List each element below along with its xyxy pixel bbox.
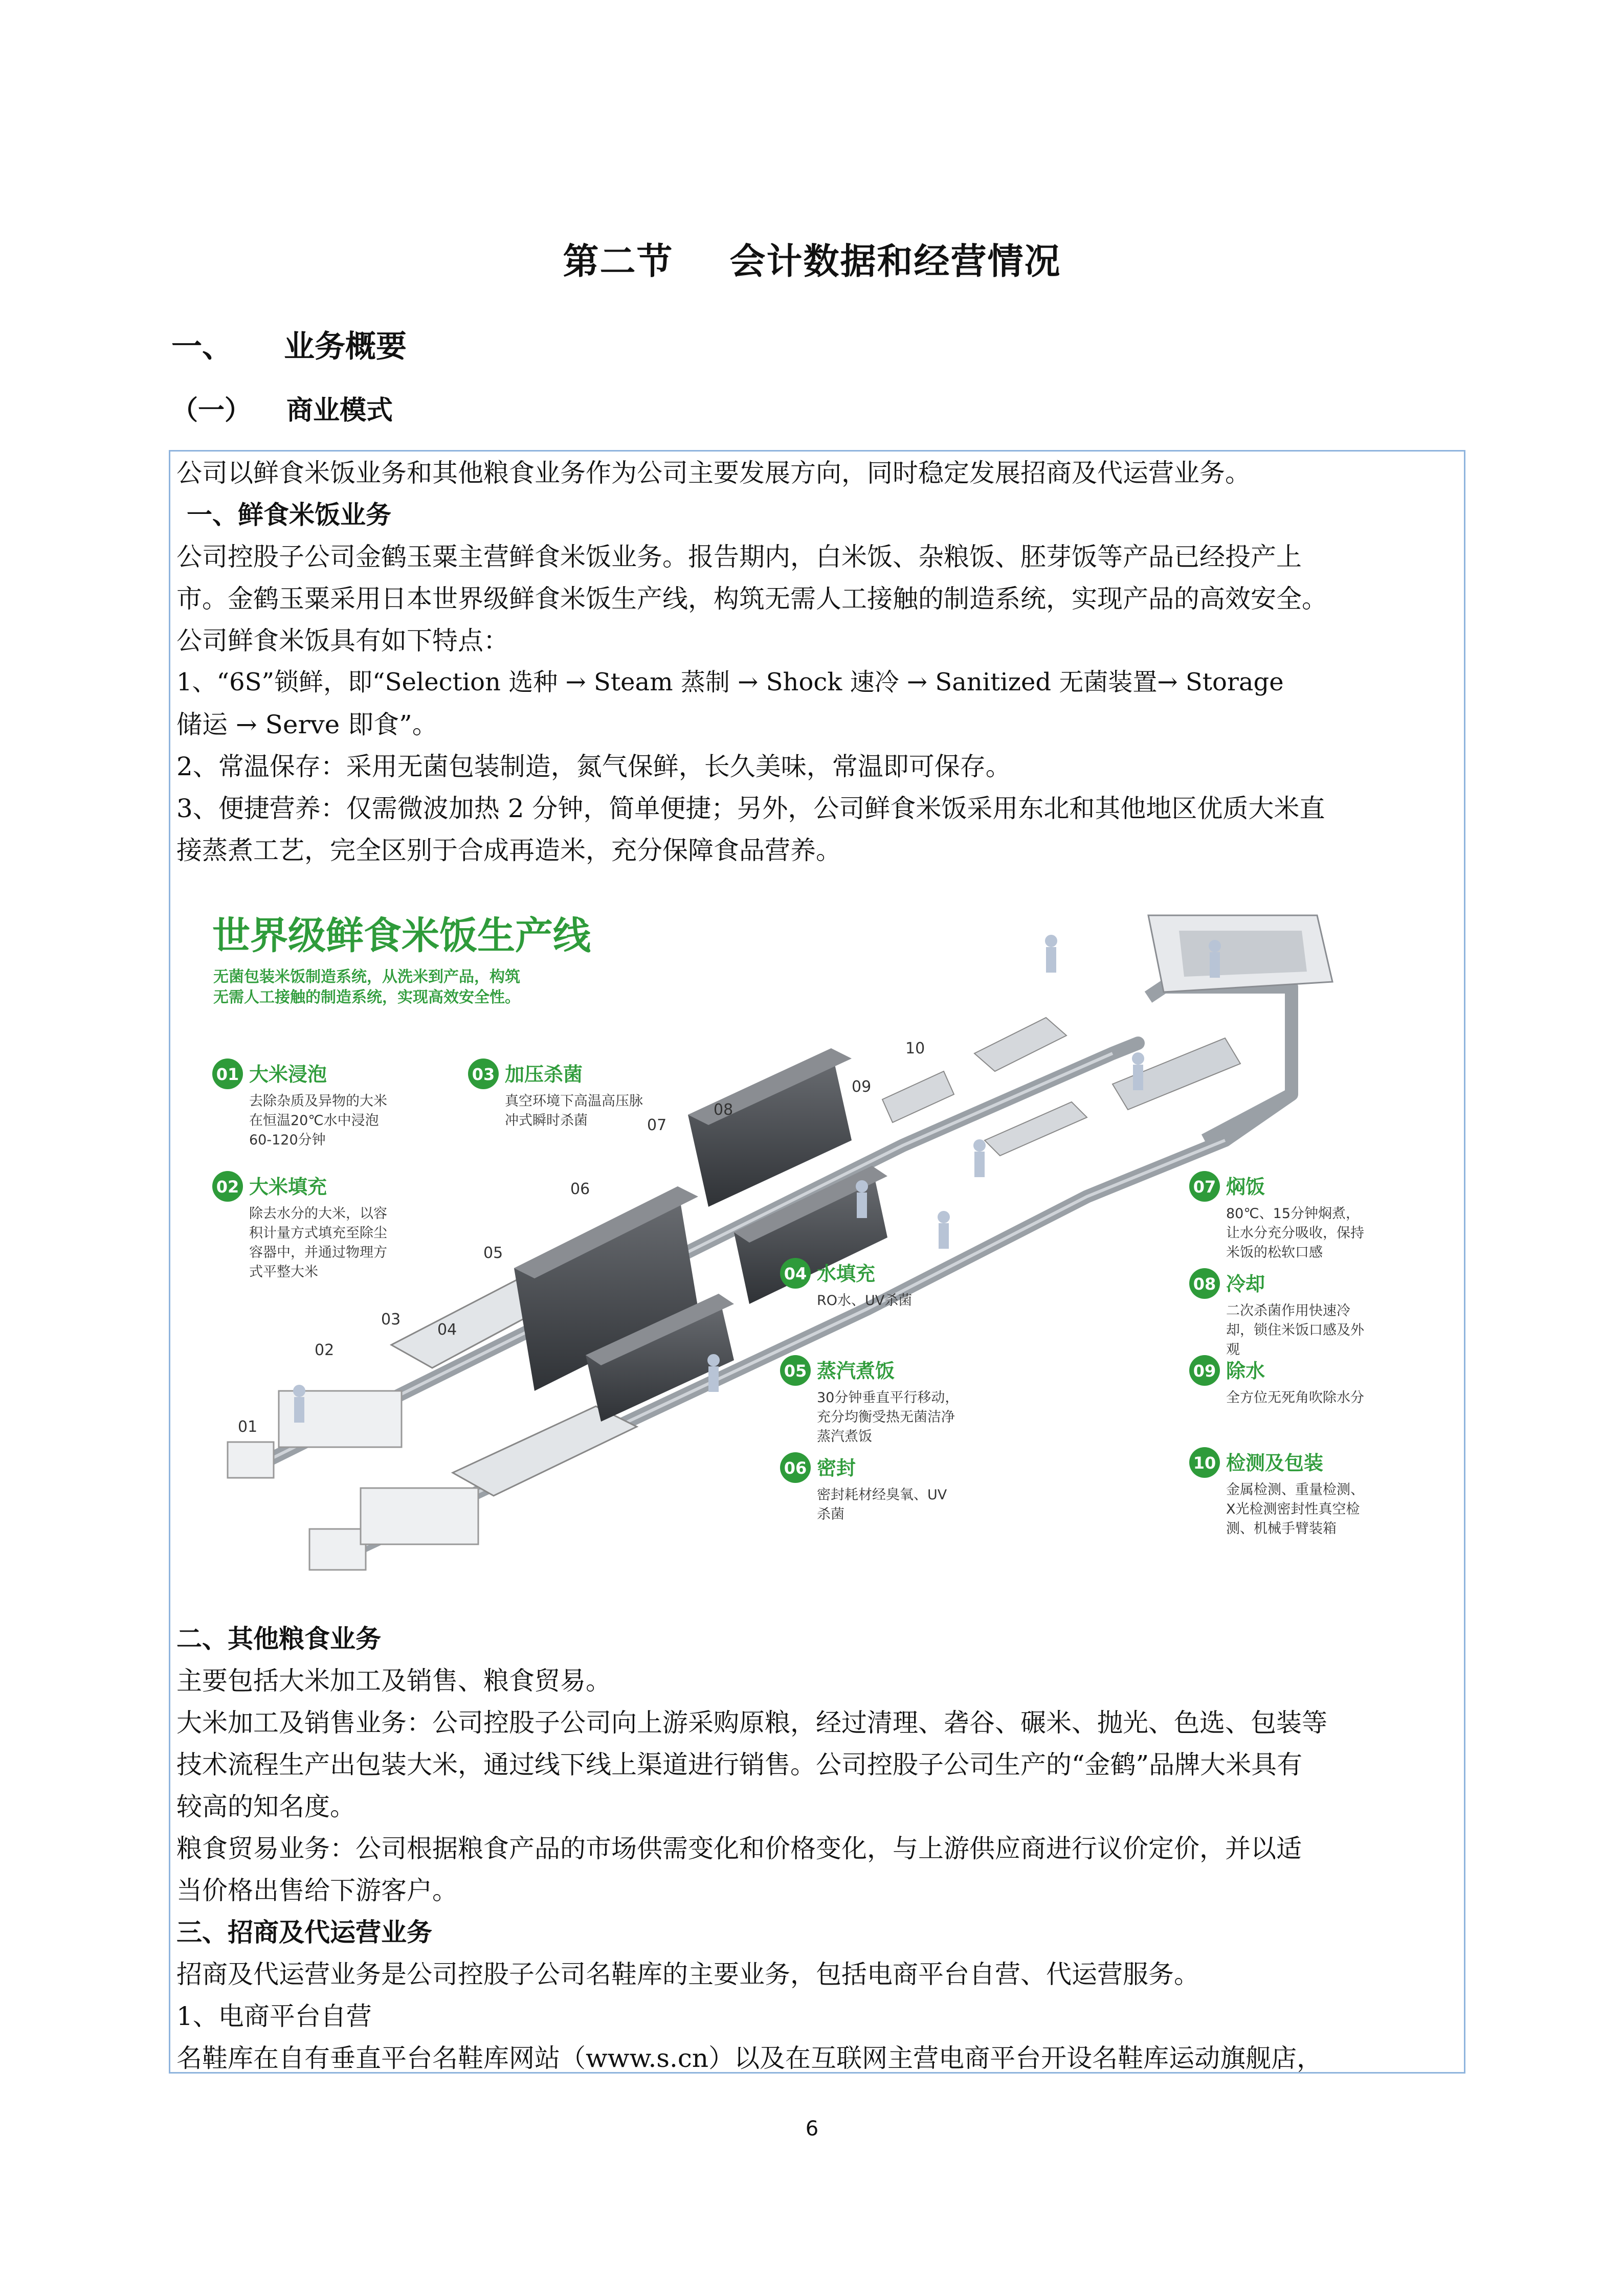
figure-subtitle: 无需人工接触的制造系统，实现高效安全性。 xyxy=(213,988,520,1006)
step-title: 冷却 xyxy=(1226,1273,1265,1295)
process-step xyxy=(780,1452,947,1522)
figure-subtitle: 无菌包装米饭制造系统，从洗米到产品，构筑 xyxy=(213,968,520,986)
step-title: 加压杀菌 xyxy=(505,1063,583,1086)
figure-title: 世界级鲜食米饭生产线 xyxy=(212,914,591,958)
machine-label: 06 xyxy=(570,1180,590,1198)
step-description: 容器中，并通过物理方 xyxy=(249,1245,387,1260)
machine-label: 09 xyxy=(852,1078,872,1096)
step-number: 06 xyxy=(784,1458,807,1478)
heading-level-2-text: 商业模式 xyxy=(286,395,393,426)
process-step xyxy=(212,1059,387,1148)
step-description: RO水、UV杀菌 xyxy=(817,1293,913,1309)
step-title: 水填充 xyxy=(817,1263,876,1285)
step-description: 充分均衡受热无菌洁净 xyxy=(817,1409,955,1425)
step-number: 09 xyxy=(1193,1361,1216,1381)
process-step xyxy=(212,1171,387,1280)
merchant-ops-paragraph-line: 招商及代运营业务是公司控股子公司名鞋库的主要业务，包括电商平台自营、代运营服务。 xyxy=(176,1960,1199,1989)
production-line-illustration xyxy=(176,900,1440,1606)
section-other-grain-title: 二、其他粮食业务 xyxy=(176,1624,381,1654)
feature-nutrition-line: 3、便捷营养：仅需微波加热 2 分钟，简单便捷；另外，公司鲜食米饭采用东北和其他地区优质大米直 xyxy=(176,794,1325,823)
machine-label: 04 xyxy=(437,1321,457,1339)
step-title: 大米浸泡 xyxy=(249,1063,327,1086)
process-step xyxy=(1189,1171,1364,1260)
machine-label: 08 xyxy=(714,1101,733,1119)
production-line-figure xyxy=(176,900,1440,1606)
step-description: 60-120分钟 xyxy=(249,1132,326,1148)
fresh-rice-paragraph-line: 公司鲜食米饭具有如下特点： xyxy=(176,626,509,656)
step-description: 去除杂质及异物的大米 xyxy=(249,1093,387,1109)
step-title: 检测及包装 xyxy=(1226,1452,1324,1474)
machine-label: 05 xyxy=(483,1244,503,1262)
step-description: 30分钟垂直平行移动， xyxy=(817,1390,959,1406)
heading-level-1 xyxy=(171,322,407,366)
other-grain-paragraph-line: 当价格出售给下游客户。 xyxy=(176,1876,458,1905)
other-grain-paragraph-line: 较高的知名度。 xyxy=(176,1792,355,1821)
step-description: 杀菌 xyxy=(817,1506,844,1522)
step-number: 02 xyxy=(216,1177,239,1197)
step-number: 04 xyxy=(784,1264,807,1284)
step-description: 却，锁住米饭口感及外 xyxy=(1226,1322,1364,1338)
other-grain-paragraph-line: 技术流程生产出包装大米，通过线下线上渠道进行销售。公司控股子公司生产的“金鹤”品牌大米具有 xyxy=(176,1750,1303,1780)
step-title: 蒸汽煮饭 xyxy=(817,1360,895,1382)
feature-6s-line: 储运 → Serve 即食”。 xyxy=(176,710,438,739)
heading-level-1-text: 业务概要 xyxy=(284,329,407,365)
step-title: 密封 xyxy=(817,1457,856,1479)
step-description: 式平整大米 xyxy=(249,1264,318,1280)
intro-paragraph: 公司以鲜食米饭业务和其他粮食业务作为公司主要发展方向，同时稳定发展招商及代运营业务。 xyxy=(176,458,1251,488)
heading-level-2 xyxy=(171,389,393,427)
machine-label: 03 xyxy=(381,1311,401,1329)
entry-stations xyxy=(228,1391,478,1570)
section-heading-text: 会计数据和经营情况 xyxy=(729,240,1061,282)
step-description: 金属检测、重量检测、 xyxy=(1226,1482,1364,1498)
step-number: 10 xyxy=(1193,1453,1216,1473)
process-step xyxy=(780,1258,912,1309)
step-description: 除去水分的大米，以容 xyxy=(249,1206,387,1222)
step-number: 03 xyxy=(472,1065,495,1084)
feature-nutrition-line: 接蒸煮工艺，完全区别于合成再造米，充分保障食品营养。 xyxy=(176,836,841,865)
merchant-ops-paragraph-line: 1、电商平台自营 xyxy=(176,2001,372,2031)
section-merchant-ops-title: 三、招商及代运营业务 xyxy=(176,1918,432,1947)
step-description: 80℃、15分钟焖煮， xyxy=(1226,1206,1360,1222)
feature-6s-line: 1、“6S”锁鲜，即“Selection 选种 → Steam 蒸制 → Shock 速冷 → Sanitized 无菌装置→ Storage xyxy=(176,668,1284,696)
machine-label: 01 xyxy=(238,1418,258,1436)
step-number: 01 xyxy=(216,1065,239,1084)
process-step xyxy=(1189,1268,1365,1358)
step-description: 真空环境下高温高压脉 xyxy=(505,1093,643,1109)
section-fresh-rice-title: 一、鲜食米饭业务 xyxy=(187,500,391,530)
step-description: 米饭的松软口感 xyxy=(1226,1245,1323,1260)
feature-storage-line: 2、常温保存：采用无菌包装制造，氮气保鲜，长久美味，常温即可保存。 xyxy=(176,752,1011,781)
step-number: 07 xyxy=(1193,1177,1216,1197)
step-description: 冲式瞬时杀菌 xyxy=(505,1113,588,1129)
step-description: 二次杀菌作用快速冷 xyxy=(1226,1303,1350,1319)
section-title xyxy=(0,233,1624,284)
step-description: 在恒温20℃水中浸泡 xyxy=(249,1113,379,1129)
process-step xyxy=(1189,1355,1364,1406)
section-number: 第二节 xyxy=(563,240,674,282)
merchant-ops-paragraph-line: 名鞋库在自有垂直平台名鞋库网站（www.s.cn）以及在互联网主营电商平台开设名鞋库运动旗舰店， xyxy=(176,2043,1323,2073)
step-description: 积计量方式填充至除尘 xyxy=(249,1225,387,1241)
fresh-rice-paragraph-line: 公司控股子公司金鹤玉粟主营鲜食米饭业务。报告期内，白米饭、杂粮饭、胚芽饭等产品已经投产上 xyxy=(176,542,1302,572)
process-step xyxy=(1189,1447,1364,1537)
heading-level-1-number: 一、 xyxy=(171,329,233,365)
other-grain-paragraph-line: 主要包括大米加工及销售、粮食贸易。 xyxy=(176,1666,611,1696)
step-description: 全方位无死角吹除水分 xyxy=(1226,1390,1364,1406)
step-description: 测、机械手臂装箱 xyxy=(1226,1521,1337,1537)
fresh-rice-paragraph-line: 市。金鹤玉粟采用日本世界级鲜食米饭生产线，构筑无需人工接触的制造系统，实现产品的高效安全。 xyxy=(176,584,1327,614)
step-description: 让水分充分吸收，保持 xyxy=(1226,1225,1364,1241)
step-title: 焖饭 xyxy=(1226,1176,1265,1198)
process-step xyxy=(468,1059,643,1129)
step-number: 08 xyxy=(1193,1274,1216,1294)
machine-label: 07 xyxy=(647,1116,667,1134)
step-description: 密封耗材经臭氧、UV xyxy=(817,1487,947,1503)
machine-label: 02 xyxy=(315,1341,335,1359)
step-description: 蒸汽煮饭 xyxy=(817,1429,872,1445)
process-step xyxy=(780,1355,959,1445)
page-number: 6 xyxy=(805,2117,819,2141)
step-description: X光检测密封性真空检 xyxy=(1226,1501,1360,1517)
heading-level-2-number: （一） xyxy=(171,395,252,426)
step-title: 大米填充 xyxy=(249,1176,327,1198)
other-grain-paragraph-line: 粮食贸易业务：公司根据粮食产品的市场供需变化和价格变化，与上游供应商进行议价定价，并以适 xyxy=(176,1834,1302,1863)
other-grain-paragraph-line: 大米加工及销售业务：公司控股子公司向上游采购原粮，经过清理、砻谷、碾米、抛光、色选、包装等 xyxy=(176,1708,1327,1738)
step-title: 除水 xyxy=(1226,1360,1265,1382)
machine-label: 10 xyxy=(905,1040,925,1057)
step-number: 05 xyxy=(784,1361,807,1381)
step-description: 观 xyxy=(1226,1342,1240,1358)
